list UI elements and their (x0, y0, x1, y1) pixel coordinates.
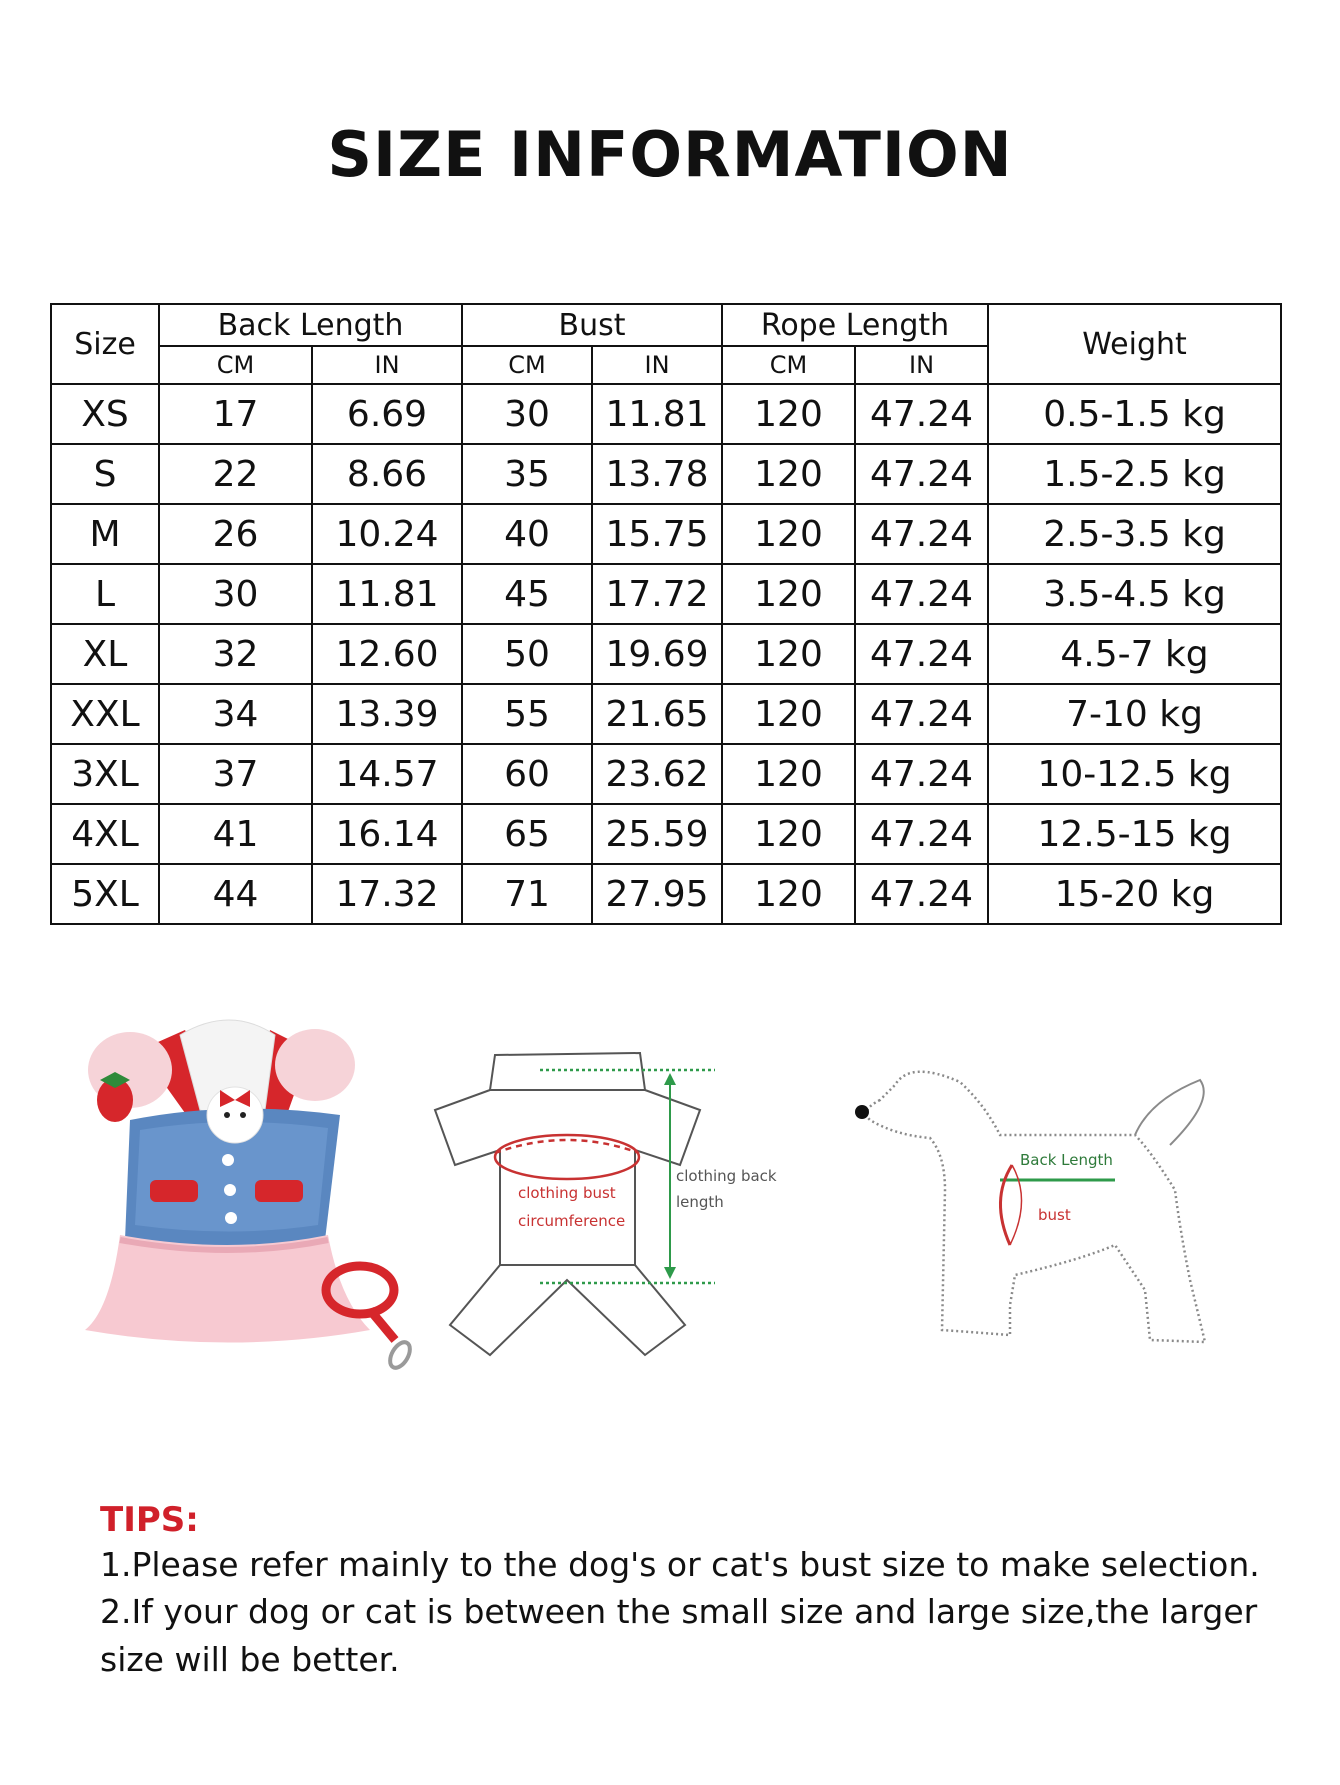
table-row (51, 564, 1281, 624)
cell-bust-cm: 45 (462, 564, 592, 624)
header-weight: Weight (988, 304, 1281, 384)
cell-rope-length-cm: 120 (722, 804, 855, 864)
cell-rope-length-in: 47.24 (855, 564, 988, 624)
cell-weight: 4.5-7 kg (988, 624, 1281, 684)
cell-back-length-in: 11.81 (312, 564, 462, 624)
header-back-length-in: IN (312, 346, 462, 384)
cell-back-length-in: 10.24 (312, 504, 462, 564)
cell-size: M (51, 504, 159, 564)
size-table-body (51, 384, 1281, 924)
header-size: Size (51, 304, 159, 384)
clothing-bust-label-line2: circumference (518, 1212, 626, 1230)
cell-back-length-cm: 41 (159, 804, 312, 864)
cell-rope-length-in: 47.24 (855, 864, 988, 924)
cell-bust-cm: 50 (462, 624, 592, 684)
clothing-back-length-label-line1: clothing back (676, 1167, 777, 1185)
table-row (51, 804, 1281, 864)
cell-bust-cm: 40 (462, 504, 592, 564)
cell-bust-in: 11.81 (592, 384, 722, 444)
cell-bust-in: 17.72 (592, 564, 722, 624)
cell-size: 4XL (51, 804, 159, 864)
cell-back-length-cm: 30 (159, 564, 312, 624)
cell-rope-length-in: 47.24 (855, 504, 988, 564)
cell-weight: 12.5-15 kg (988, 804, 1281, 864)
page-title: SIZE INFORMATION (327, 118, 1013, 191)
header-rope-length-in: IN (855, 346, 988, 384)
cell-rope-length-cm: 120 (722, 864, 855, 924)
cell-back-length-cm: 32 (159, 624, 312, 684)
cell-weight: 15-20 kg (988, 864, 1281, 924)
size-chart-table (50, 303, 1282, 925)
cell-back-length-in: 13.39 (312, 684, 462, 744)
cell-back-length-cm: 37 (159, 744, 312, 804)
header-rope-length: Rope Length (722, 304, 988, 346)
cell-size: L (51, 564, 159, 624)
cell-size: XXL (51, 684, 159, 744)
clothing-bust-label-line1: clothing bust (518, 1184, 616, 1202)
table-row (51, 384, 1281, 444)
cell-bust-cm: 71 (462, 864, 592, 924)
tip-line-3: size will be better. (100, 1640, 400, 1679)
cell-back-length-in: 8.66 (312, 444, 462, 504)
cell-bust-in: 15.75 (592, 504, 722, 564)
cell-weight: 10-12.5 kg (988, 744, 1281, 804)
cell-bust-cm: 55 (462, 684, 592, 744)
cell-back-length-in: 12.60 (312, 624, 462, 684)
cell-bust-cm: 35 (462, 444, 592, 504)
dog-measurement-diagram (850, 1060, 1230, 1370)
header-rope-length-cm: CM (722, 346, 855, 384)
header-bust-in: IN (592, 346, 722, 384)
cell-bust-cm: 60 (462, 744, 592, 804)
cell-rope-length-in: 47.24 (855, 624, 988, 684)
cell-weight: 3.5-4.5 kg (988, 564, 1281, 624)
cell-rope-length-in: 47.24 (855, 744, 988, 804)
header-back-length-cm: CM (159, 346, 312, 384)
table-row (51, 684, 1281, 744)
header-bust-cm: CM (462, 346, 592, 384)
cell-rope-length-cm: 120 (722, 444, 855, 504)
cell-rope-length-cm: 120 (722, 624, 855, 684)
cell-back-length-in: 16.14 (312, 804, 462, 864)
cell-bust-in: 21.65 (592, 684, 722, 744)
cell-weight: 1.5-2.5 kg (988, 444, 1281, 504)
dog-back-length-label: Back Length (1020, 1151, 1113, 1169)
cell-size: XL (51, 624, 159, 684)
cell-rope-length-in: 47.24 (855, 684, 988, 744)
cell-weight: 7-10 kg (988, 684, 1281, 744)
cell-size: XS (51, 384, 159, 444)
tip-line-2: 2.If your dog or cat is between the small size and large size,the larger (100, 1592, 1258, 1631)
clothing-back-length-label-line2: length (676, 1193, 724, 1211)
cell-rope-length-cm: 120 (722, 384, 855, 444)
cell-back-length-cm: 26 (159, 504, 312, 564)
cell-size: 5XL (51, 864, 159, 924)
cell-back-length-cm: 44 (159, 864, 312, 924)
cell-bust-in: 13.78 (592, 444, 722, 504)
tip-line-1: 1.Please refer mainly to the dog's or cat's bust size to make selection. (100, 1545, 1260, 1584)
table-row (51, 504, 1281, 564)
cell-weight: 2.5-3.5 kg (988, 504, 1281, 564)
cell-rope-length-cm: 120 (722, 684, 855, 744)
cell-bust-in: 19.69 (592, 624, 722, 684)
cell-back-length-cm: 34 (159, 684, 312, 744)
cell-back-length-cm: 22 (159, 444, 312, 504)
cell-bust-cm: 65 (462, 804, 592, 864)
cell-rope-length-in: 47.24 (855, 444, 988, 504)
cell-rope-length-in: 47.24 (855, 804, 988, 864)
cell-bust-in: 27.95 (592, 864, 722, 924)
cell-rope-length-cm: 120 (722, 504, 855, 564)
product-harness-dress-image (70, 1010, 430, 1380)
cell-size: S (51, 444, 159, 504)
header-bust: Bust (462, 304, 722, 346)
cell-bust-in: 25.59 (592, 804, 722, 864)
cell-back-length-cm: 17 (159, 384, 312, 444)
cell-bust-in: 23.62 (592, 744, 722, 804)
header-back-length: Back Length (159, 304, 462, 346)
cell-bust-cm: 30 (462, 384, 592, 444)
cell-rope-length-cm: 120 (722, 564, 855, 624)
table-row (51, 624, 1281, 684)
table-row (51, 864, 1281, 924)
cell-rope-length-cm: 120 (722, 744, 855, 804)
table-row (51, 444, 1281, 504)
cell-back-length-in: 17.32 (312, 864, 462, 924)
table-row (51, 744, 1281, 804)
cell-weight: 0.5-1.5 kg (988, 384, 1281, 444)
tips-title: TIPS: (100, 1500, 199, 1540)
cell-back-length-in: 6.69 (312, 384, 462, 444)
cell-back-length-in: 14.57 (312, 744, 462, 804)
cell-size: 3XL (51, 744, 159, 804)
dog-bust-label: bust (1038, 1206, 1071, 1224)
cell-rope-length-in: 47.24 (855, 384, 988, 444)
clothing-measurement-diagram (430, 1035, 830, 1365)
